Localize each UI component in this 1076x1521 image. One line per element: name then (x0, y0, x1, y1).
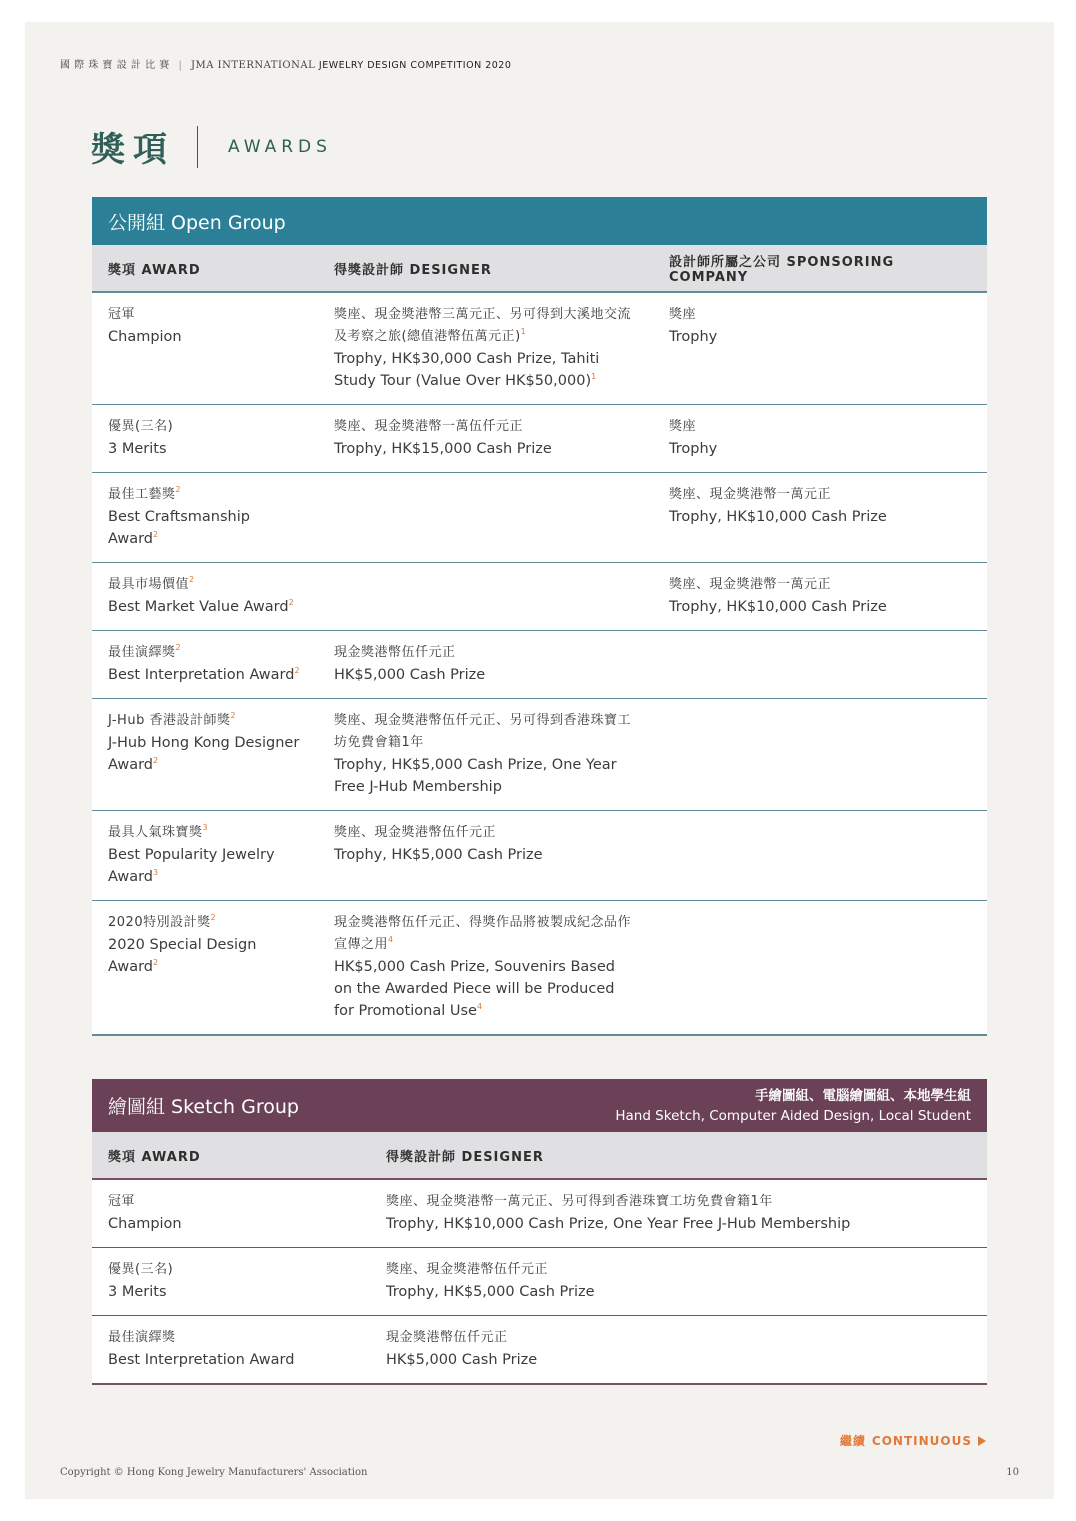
award-cn-text: 優異(三名) (108, 1262, 174, 1277)
footnote-marker: 2 (153, 756, 159, 765)
award-cn (108, 304, 302, 326)
footnote-marker: 4 (388, 935, 394, 944)
company-cn-text: 獎座 (669, 307, 697, 322)
continue-en: CONTINUOUS (871, 1433, 972, 1448)
award-cn (108, 1191, 354, 1213)
col-designer: 得獎設計師 DESIGNER (370, 1132, 987, 1179)
company-cell (653, 901, 987, 1036)
award-cell (92, 1316, 370, 1385)
designer-en (334, 956, 637, 1022)
designer-en-text: Trophy, HK$15,000 Cash Prize (334, 441, 552, 457)
sketch-group-title: 繪圖組 Sketch Group (108, 1096, 299, 1118)
award-cn-text: 冠軍 (108, 1194, 136, 1209)
company-cell (653, 292, 987, 405)
award-cn (108, 912, 302, 934)
col-award: 獎項 AWARD (92, 1132, 370, 1179)
page-title (91, 122, 332, 171)
award-cell (92, 563, 318, 631)
designer-cell (370, 1248, 987, 1316)
table-row (92, 631, 987, 699)
company-en (669, 506, 971, 528)
title-en: AWARDS (228, 136, 332, 157)
sketch-group-heading (92, 1079, 987, 1132)
award-cn-text: 最佳工藝獎 (108, 487, 176, 502)
designer-en-text: HK$5,000 Cash Prize (386, 1352, 538, 1368)
company-en (669, 326, 971, 348)
designer-cn-text: 獎座、現金獎港幣伍仟元正 (334, 825, 497, 840)
award-en (108, 1281, 354, 1303)
runner-separator: | (178, 60, 183, 71)
award-cn (108, 574, 302, 596)
award-cn-text: 優異(三名) (108, 419, 174, 434)
designer-en-text: Trophy, HK$5,000 Cash Prize (386, 1284, 595, 1300)
company-en-text: Trophy (669, 329, 718, 345)
designer-en (334, 438, 637, 460)
table-row (92, 1316, 987, 1385)
designer-cn (334, 912, 637, 956)
award-en (108, 1213, 354, 1235)
table-row (92, 1248, 987, 1316)
company-cn (669, 574, 971, 596)
designer-cn-text: 獎座、現金獎港幣伍仟元正 (386, 1262, 549, 1277)
page-number: 10 (1006, 1467, 1019, 1478)
title-cn: 獎項 (91, 130, 175, 170)
open-group-awards (92, 245, 987, 1036)
award-en-text: Best Craftsmanship Award (108, 509, 250, 547)
designer-cell (318, 811, 653, 901)
designer-en-text: Trophy, HK$5,000 Cash Prize, One Year Free J-Hub Membership (334, 757, 617, 795)
continue-cn: 繼續 (839, 1434, 866, 1448)
award-en (108, 596, 302, 618)
award-en (108, 438, 302, 460)
sketch-group-awards (92, 1132, 987, 1385)
company-en-text: Trophy, HK$10,000 Cash Prize (669, 599, 887, 615)
designer-cell (318, 631, 653, 699)
award-cell (92, 699, 318, 811)
designer-cell (318, 405, 653, 473)
table-row (92, 405, 987, 473)
designer-en-text: HK$5,000 Cash Prize (334, 667, 486, 683)
footnote-marker: 2 (210, 913, 217, 922)
award-cell (92, 811, 318, 901)
designer-cell (318, 699, 653, 811)
designer-cn-text: 現金獎港幣伍仟元正、得獎作品將被製成紀念品作宣傳之用 (334, 915, 632, 952)
table-row (92, 292, 987, 405)
continue-link[interactable] (840, 1432, 986, 1449)
arrow-right-icon (978, 1436, 986, 1446)
footnote-marker: 3 (202, 823, 209, 832)
award-en (108, 844, 302, 888)
company-cn-text: 獎座 (669, 419, 697, 434)
award-cn (108, 710, 302, 732)
award-cn (108, 822, 302, 844)
designer-cn-text: 現金獎港幣伍仟元正 (334, 645, 456, 660)
footnote-marker: 2 (175, 643, 182, 652)
award-cn (108, 1259, 354, 1281)
designer-en-text: Trophy, HK$10,000 Cash Prize, One Year Free J-Hub Membership (386, 1216, 851, 1232)
company-cn (669, 416, 971, 438)
designer-en (386, 1349, 971, 1371)
footnote-marker: 4 (476, 1002, 483, 1011)
award-cn (108, 484, 302, 506)
award-cn-text: 最具市場價值 (108, 577, 190, 592)
designer-en (386, 1213, 971, 1235)
award-cell (92, 292, 318, 405)
copyright: Copyright © Hong Kong Jewelry Manufacturers' Association (60, 1467, 368, 1478)
company-cn-text: 獎座、現金獎港幣一萬元正 (669, 577, 832, 592)
footnote-marker: 2 (288, 598, 294, 607)
company-cell (653, 811, 987, 901)
footnote-marker: 2 (230, 711, 237, 720)
page (25, 22, 1054, 1499)
award-en-text: Best Interpretation Award (108, 667, 295, 683)
company-en (669, 596, 971, 618)
company-cell (653, 563, 987, 631)
footnote-marker: 2 (153, 958, 159, 967)
table-row (92, 473, 987, 563)
award-cn-text: J-Hub 香港設計師獎 (108, 713, 231, 728)
award-en-text: Champion (108, 1216, 182, 1232)
col-designer: 得獎設計師 DESIGNER (318, 245, 653, 292)
company-en (669, 438, 971, 460)
designer-cn (334, 416, 637, 438)
award-cell (92, 631, 318, 699)
header-row (92, 1132, 987, 1179)
designer-cn (334, 642, 637, 664)
designer-en-text: HK$5,000 Cash Prize, Souvenirs Based on the Awarded Piece will be Produced for Promotional Use (334, 959, 615, 1019)
company-cn (669, 484, 971, 506)
designer-en (334, 754, 637, 798)
title-divider (197, 126, 198, 168)
sketch-group-table (92, 1079, 987, 1385)
company-cell (653, 631, 987, 699)
award-en-text: 2020 Special Design Award (108, 937, 257, 975)
designer-en (334, 664, 637, 686)
running-header (60, 56, 511, 71)
award-en (108, 732, 302, 776)
table-row (92, 1179, 987, 1248)
company-cn (669, 304, 971, 326)
award-cn-text: 最佳演繹獎 (108, 1330, 176, 1345)
designer-cn (334, 710, 637, 754)
award-en (108, 1349, 354, 1371)
footnote-marker: 1 (591, 372, 597, 381)
award-en-text: 3 Merits (108, 1284, 167, 1300)
footnote-marker: 1 (520, 327, 527, 336)
designer-cell (318, 901, 653, 1036)
award-en-text: Best Popularity Jewelry Award (108, 847, 275, 885)
award-cell (92, 473, 318, 563)
award-en (108, 664, 302, 686)
award-cn (108, 642, 302, 664)
open-group-table (92, 197, 987, 1036)
award-en-text: J-Hub Hong Kong Designer Award (108, 735, 300, 773)
table-row (92, 811, 987, 901)
designer-cn (386, 1259, 971, 1281)
award-cn-text: 2020特別設計獎 (108, 915, 211, 930)
open-group-heading: 公開組 Open Group (92, 197, 987, 245)
footnote-marker: 3 (153, 868, 159, 877)
designer-en (334, 348, 637, 392)
runner-org: JMA INTERNATIONAL (191, 60, 316, 71)
footnote-marker: 2 (294, 666, 300, 675)
award-en-text: Champion (108, 329, 182, 345)
designer-cn-text: 現金獎港幣伍仟元正 (386, 1330, 508, 1345)
award-cn-text: 最具人氣珠寶獎 (108, 825, 203, 840)
designer-en (334, 844, 637, 866)
award-en (108, 326, 302, 348)
footnote-marker: 2 (153, 530, 159, 539)
table-row (92, 699, 987, 811)
designer-cn (334, 304, 637, 348)
header-row (92, 245, 987, 292)
award-cn-text: 冠軍 (108, 307, 136, 322)
company-en-text: Trophy (669, 441, 718, 457)
designer-cn-text: 獎座、現金獎港幣三萬元正、另可得到大溪地交流及考察之旅(總值港幣伍萬元正) (334, 307, 632, 344)
company-cn-text: 獎座、現金獎港幣一萬元正 (669, 487, 832, 502)
col-company: 設計師所屬之公司 SPONSORING COMPANY (653, 245, 987, 292)
designer-cn (386, 1327, 971, 1349)
award-cell (92, 901, 318, 1036)
designer-cn (334, 822, 637, 844)
designer-en-text: Trophy, HK$30,000 Cash Prize, Tahiti Study Tour (Value Over HK$50,000) (334, 351, 600, 389)
designer-cell (318, 473, 653, 563)
sketch-group-categories (615, 1086, 971, 1126)
footnote-marker: 2 (175, 485, 182, 494)
award-cn (108, 1327, 354, 1349)
company-en-text: Trophy, HK$10,000 Cash Prize (669, 509, 887, 525)
company-cell (653, 405, 987, 473)
sketch-categories-en: Hand Sketch, Computer Aided Design, Local Student (615, 1107, 971, 1124)
runner-competition: JEWELRY DESIGN COMPETITION 2020 (318, 60, 512, 71)
designer-en-text: Trophy, HK$5,000 Cash Prize (334, 847, 543, 863)
award-cell (92, 405, 318, 473)
table-row (92, 901, 987, 1036)
designer-cn-text: 獎座、現金獎港幣一萬元正、另可得到香港珠寶工坊免費會籍1年 (386, 1194, 773, 1209)
table-row (92, 563, 987, 631)
runner-cn: 國 際 珠 寶 設 計 比 賽 (60, 60, 170, 71)
award-en-text: 3 Merits (108, 441, 167, 457)
designer-cn-text: 獎座、現金獎港幣伍仟元正、另可得到香港珠寶工坊免費會籍1年 (334, 713, 632, 750)
award-cn-text: 最佳演繹獎 (108, 645, 176, 660)
designer-cell (370, 1316, 987, 1385)
award-cell (92, 1179, 370, 1248)
company-cell (653, 699, 987, 811)
designer-cell (318, 292, 653, 405)
award-en (108, 506, 302, 550)
col-award: 獎項 AWARD (92, 245, 318, 292)
designer-en (386, 1281, 971, 1303)
award-en (108, 934, 302, 978)
company-cell (653, 473, 987, 563)
designer-cn-text: 獎座、現金獎港幣一萬伍仟元正 (334, 419, 524, 434)
sketch-categories-cn: 手繪圖組、電腦繪圖組、本地學生組 (755, 1087, 971, 1104)
award-en-text: Best Market Value Award (108, 599, 289, 615)
designer-cell (318, 563, 653, 631)
designer-cn (386, 1191, 971, 1213)
award-cn (108, 416, 302, 438)
award-en-text: Best Interpretation Award (108, 1352, 295, 1368)
designer-cell (370, 1179, 987, 1248)
award-cell (92, 1248, 370, 1316)
footnote-marker: 2 (189, 575, 195, 584)
